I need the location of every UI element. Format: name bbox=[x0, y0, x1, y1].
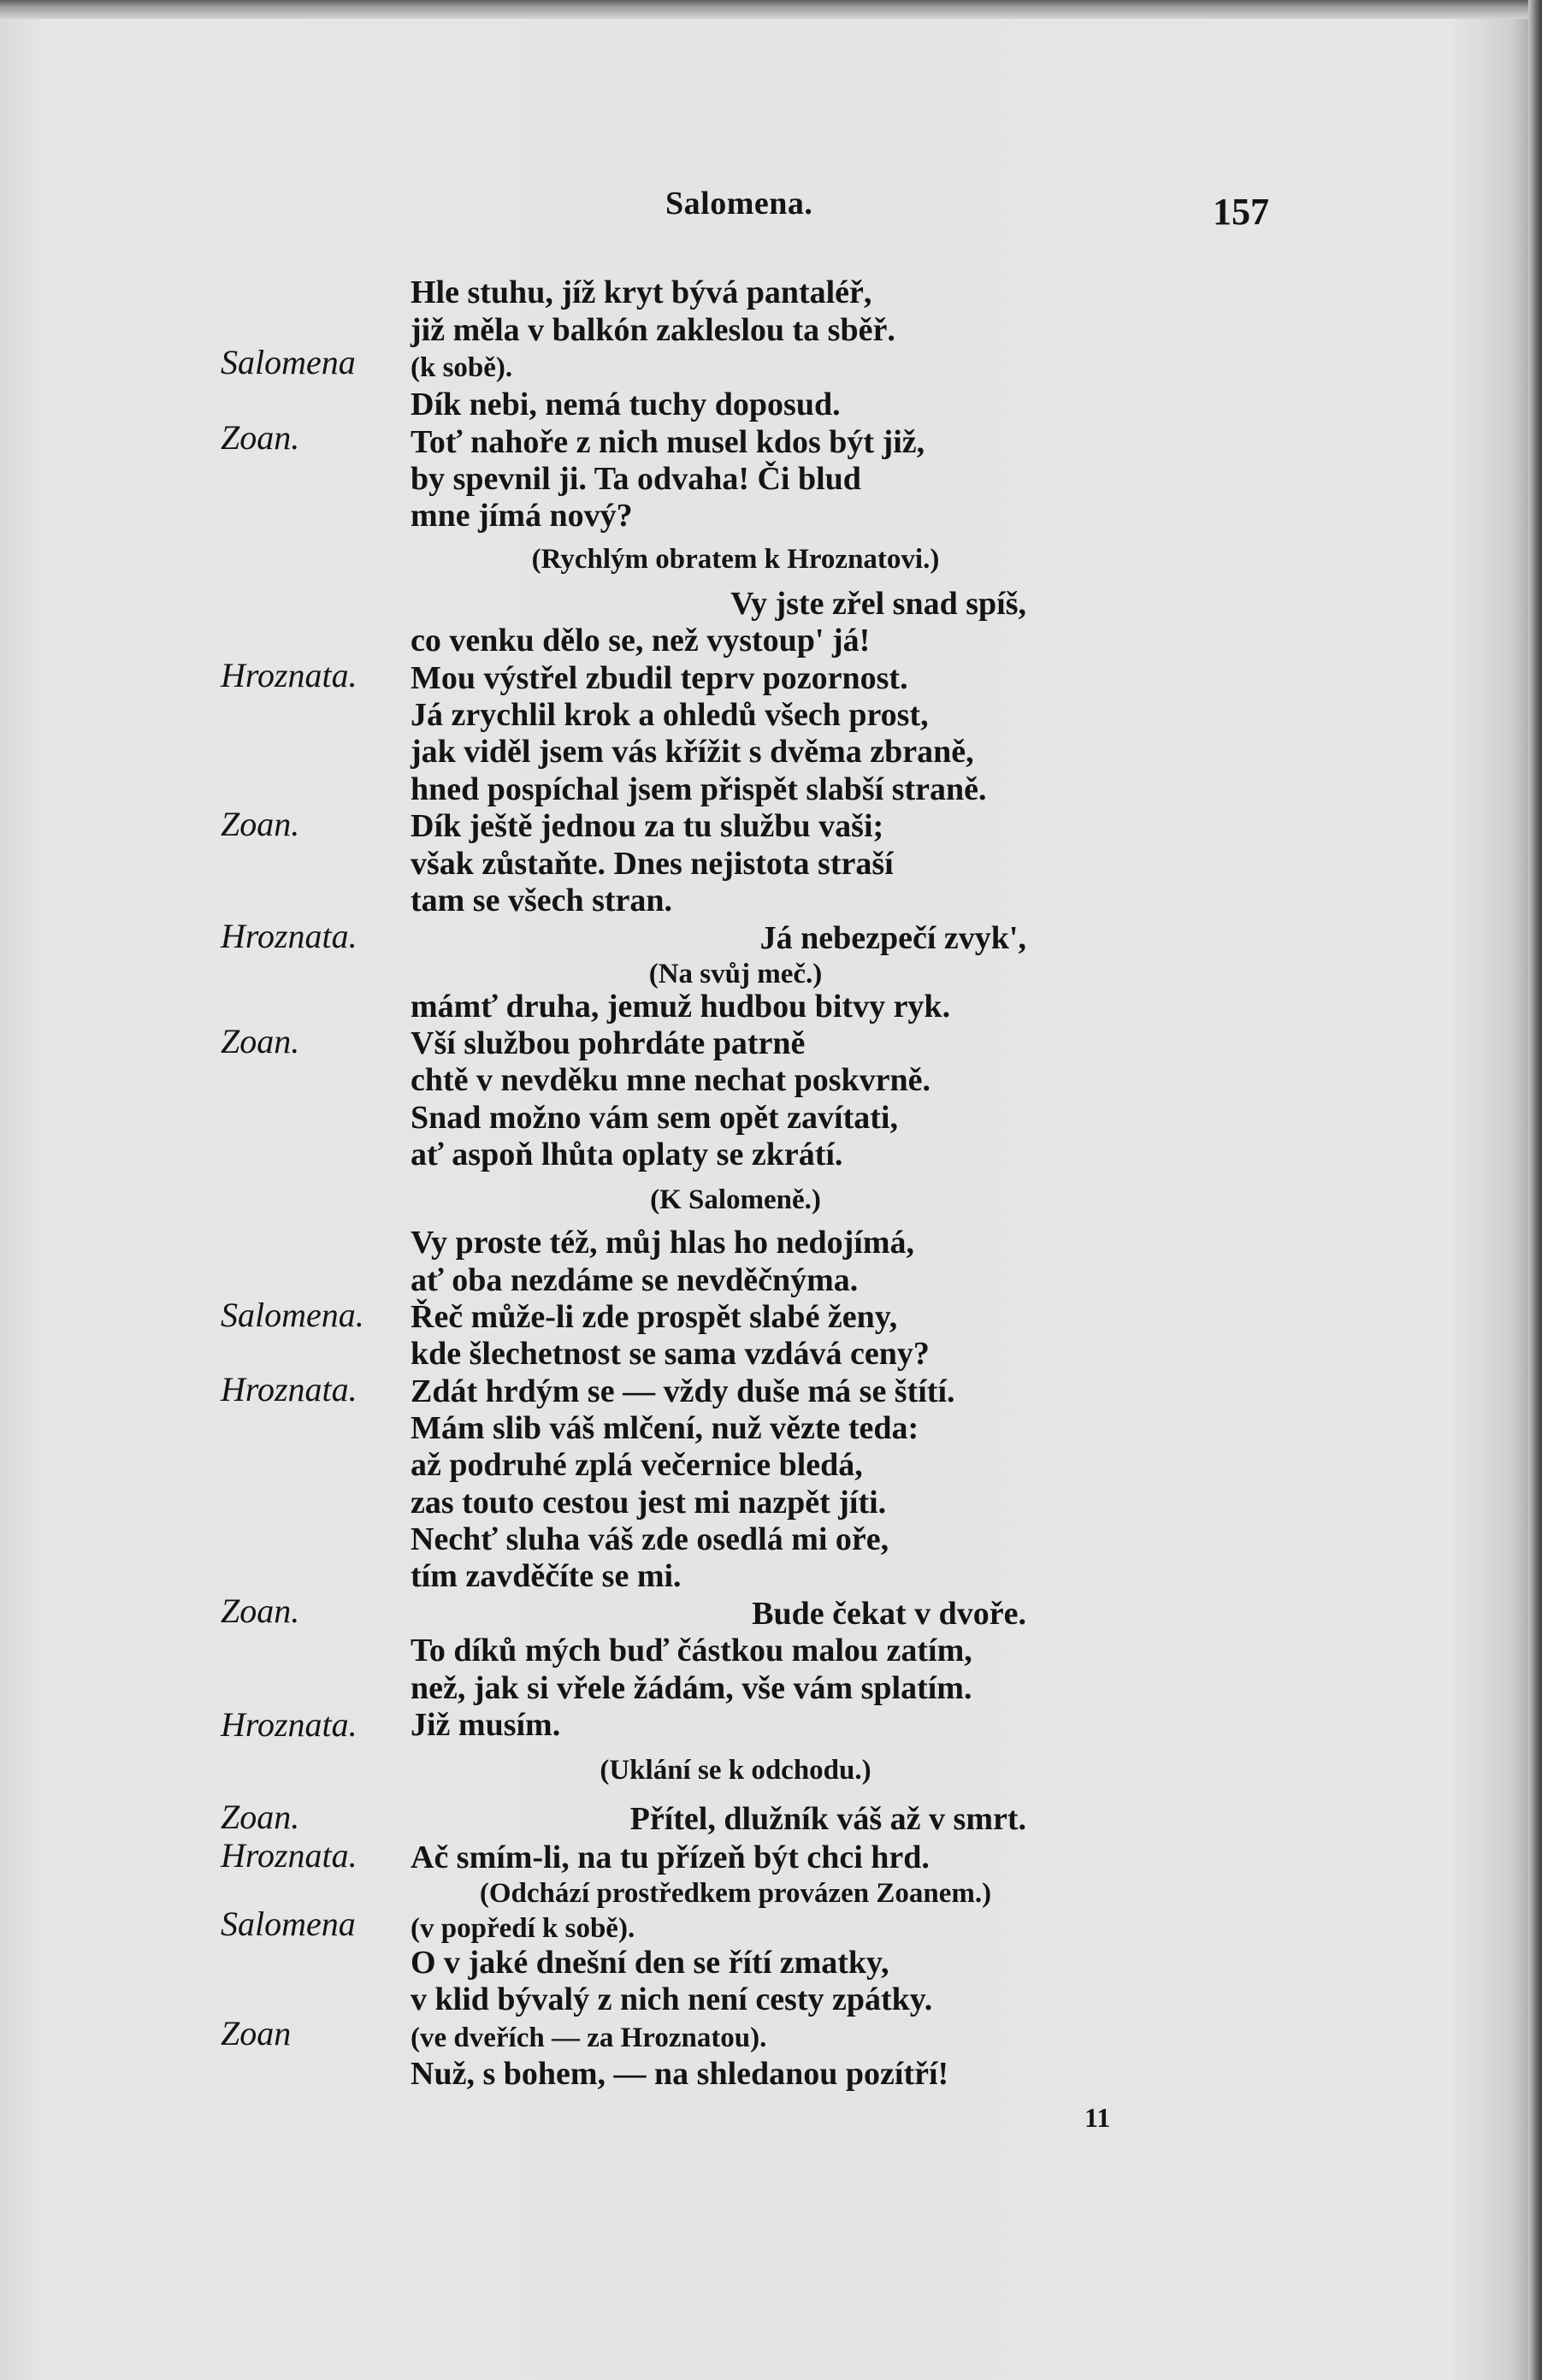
verse-line: kde šlechetnost se sama vzdává ceny? bbox=[411, 1336, 930, 1372]
verse-line: Bude čekat v dvoře. bbox=[752, 1596, 1026, 1632]
verse-line: než, jak si vřele žádám, vše vám splatím. bbox=[411, 1670, 972, 1706]
verse-line: mne jímá nový? bbox=[411, 498, 633, 534]
stage-direction: (v popředí k sobě). bbox=[411, 1913, 635, 1944]
verse-line: Vší službou pohrdáte patrně bbox=[411, 1025, 806, 1061]
stage-direction: (Odchází prostředkem provázen Zoanem.) bbox=[479, 1878, 992, 1909]
stage-direction: (Na svůj meč.) bbox=[648, 959, 823, 989]
verse-line: Řeč může-li zde prospět slabé ženy, bbox=[411, 1299, 898, 1335]
verse-line: Nechť sluha váš zde osedlá mi oře, bbox=[411, 1521, 889, 1557]
verse-line: Hle stuhu, jíž kryt bývá pantaléř, bbox=[411, 275, 872, 310]
speaker-salomena: Salomena bbox=[221, 1905, 356, 1943]
verse-line: mámť druha, jemuž hudbou bitvy ryk. bbox=[411, 989, 951, 1025]
verse-line: ať oba nezdáme se nevděčnýma. bbox=[411, 1262, 859, 1298]
speaker-salomena: Salomena bbox=[221, 343, 356, 381]
speaker-zoan: Zoan. bbox=[221, 1022, 300, 1060]
speaker-zoan: Zoan. bbox=[221, 418, 300, 457]
speaker-hroznata: Hroznata. bbox=[221, 656, 357, 694]
speaker-zoan: Zoan. bbox=[221, 1798, 300, 1836]
speaker-zoan: Zoan. bbox=[221, 805, 300, 843]
speaker-salomena: Salomena. bbox=[221, 1296, 364, 1334]
verse-line: co venku dělo se, než vystoup' já! bbox=[411, 623, 871, 658]
verse-line: Toť nahoře z nich musel kdos být již, bbox=[411, 424, 925, 460]
speaker-hroznata: Hroznata. bbox=[221, 917, 357, 955]
verse-line: hned pospíchal jsem přispět slabší straně. bbox=[411, 771, 987, 807]
verse-line: Přítel, dlužník váš až v smrt. bbox=[629, 1801, 1026, 1837]
verse-line: Zdát hrdým se — vždy duše má se štítí. bbox=[411, 1373, 955, 1409]
verse-line: však zůstaňte. Dnes nejistota straší bbox=[411, 846, 894, 882]
stage-direction: (Uklání se k odchodu.) bbox=[600, 1755, 871, 1786]
page-number: 157 bbox=[1213, 191, 1269, 233]
verse-line: tím zavděčíte se mi. bbox=[411, 1558, 682, 1594]
verse-line: Dík ještě jednou za tu službu vaši; bbox=[411, 808, 884, 844]
verse-line: To díků mých buď částkou malou zatím, bbox=[411, 1633, 972, 1668]
verse-line: Snad možno vám sem opět zavítati, bbox=[411, 1100, 898, 1136]
verse-line: by spevnil ji. Ta odvaha! Či blud bbox=[411, 461, 861, 497]
verse-line: Vy proste též, můj hlas ho nedojímá, bbox=[411, 1225, 915, 1261]
signature-mark: 11 bbox=[1084, 2102, 1111, 2133]
verse-line: zas touto cestou jest mi nazpět jíti. bbox=[411, 1485, 887, 1521]
speaker-hroznata: Hroznata. bbox=[221, 1836, 357, 1875]
verse-line: v klid bývalý z nich není cesty zpátky. bbox=[411, 1981, 933, 2017]
scan-right-edge bbox=[1528, 0, 1542, 2380]
verse-line: Vy jste zřel snad spíš, bbox=[730, 586, 1026, 622]
verse-line: až podruhé zplá večernice bledá, bbox=[411, 1447, 863, 1483]
stage-direction: (Rychlým obratem k Hroznatovi.) bbox=[531, 544, 940, 575]
verse-line: chtě v nevděku mne nechat poskvrně. bbox=[411, 1062, 931, 1098]
verse-line: Mám slib váš mlčení, nuž vězte teda: bbox=[411, 1410, 919, 1446]
verse-line: již měla v balkón zakleslou ta sběř. bbox=[411, 312, 895, 348]
verse-line: Nuž, s bohem, — na shledanou pozítří! bbox=[411, 2056, 949, 2092]
stage-direction: (k sobě). bbox=[411, 352, 513, 383]
speaker-zoan: Zoan. bbox=[221, 1592, 300, 1630]
verse-line: Ač smím-li, na tu přízeň být chci hrd. bbox=[411, 1840, 930, 1875]
speaker-hroznata: Hroznata. bbox=[221, 1370, 357, 1409]
speaker-hroznata: Hroznata. bbox=[221, 1705, 357, 1744]
verse-line: Dík nebi, nemá tuchy doposud. bbox=[411, 387, 841, 422]
verse-line: Já zrychlil krok a ohledů všech prost, bbox=[411, 697, 929, 733]
verse-line: ať aspoň lhůta oplaty se zkrátí. bbox=[411, 1137, 843, 1172]
verse-line: Již musím. bbox=[411, 1707, 561, 1743]
running-head: Salomena. bbox=[665, 186, 813, 221]
stage-direction: (ve dveřích — za Hroznatou). bbox=[411, 2023, 767, 2053]
verse-line: jak viděl jsem vás křížit s dvěma zbraně, bbox=[411, 734, 974, 770]
scan-top-edge bbox=[0, 0, 1542, 19]
verse-line: Já nebezpečí zvyk', bbox=[759, 920, 1026, 956]
verse-line: O v jaké dnešní den se řítí zmatky, bbox=[411, 1945, 889, 1981]
verse-line: Mou výstřel zbudil teprv pozornost. bbox=[411, 660, 908, 696]
verse-line: tam se všech stran. bbox=[411, 883, 673, 918]
speaker-zoan: Zoan bbox=[221, 2014, 292, 2052]
stage-direction: (K Salomeně.) bbox=[650, 1184, 821, 1215]
